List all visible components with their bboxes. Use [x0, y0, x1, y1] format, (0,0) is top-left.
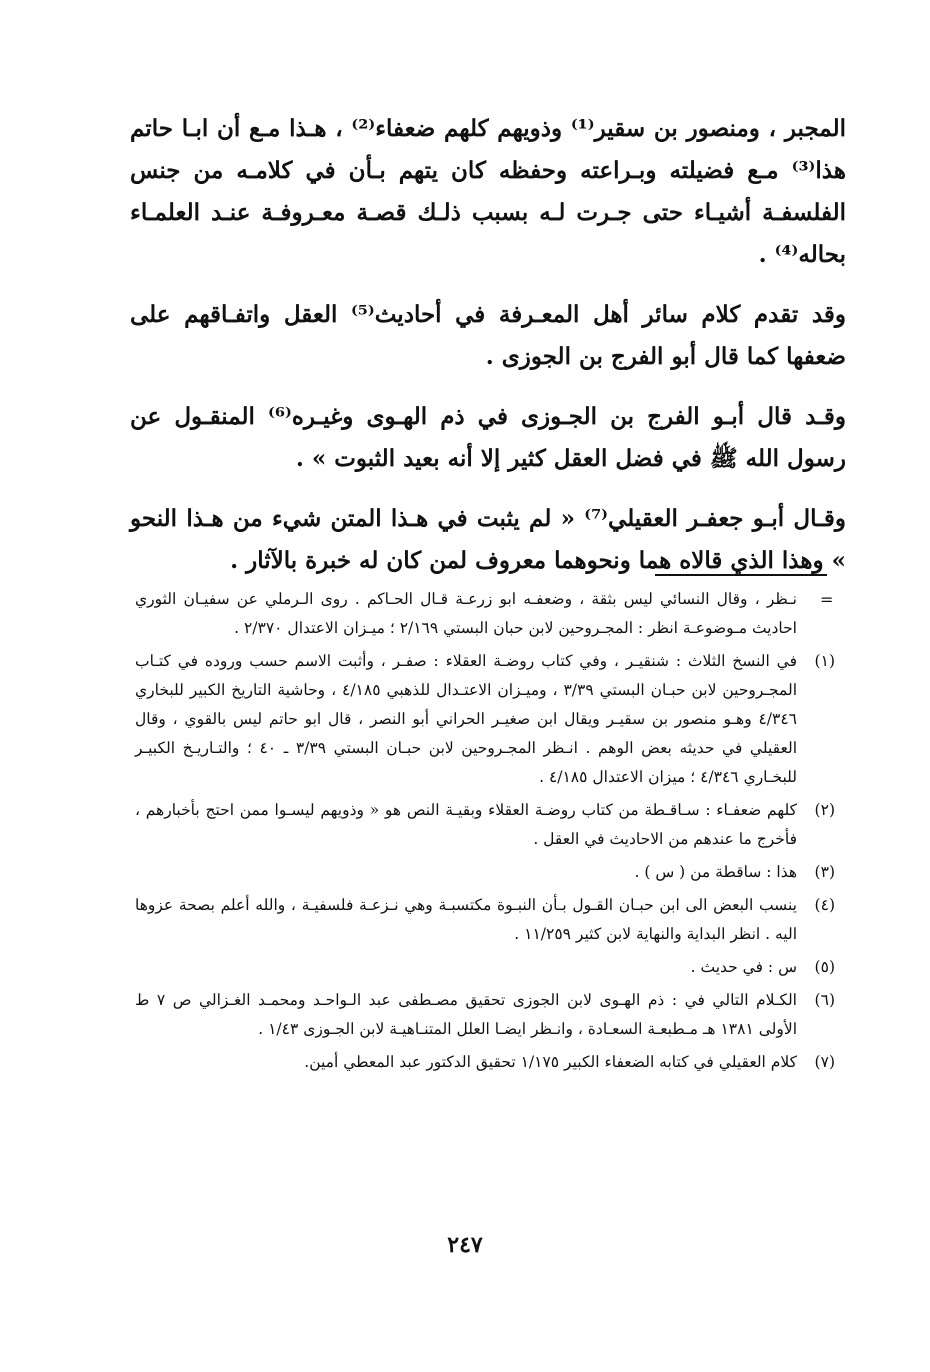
footnote-text: هذا : ساقطة من ( س ) .: [634, 863, 797, 881]
footnote-continuation-marker: =: [820, 590, 834, 609]
footnote-4: [135, 891, 835, 949]
footnote-text: في النسخ الثلاث : شنقيـر ، وفي كتاب روضـة العقلاء : صفـر ، وأثبت الاسم حسب وروده في كتـاب المجـروحين لابن حبـان البستي ٣/٣٩ ، وميـزان الاعتـدال للذهبي ٤/١٨٥ ، وحاشية التاريخ الكبير للبخاري ٤/٣٤٦ وهـو منصور بن سقيـر ويقال ابن صغيـر الحراني أبو النصر ، قال ابو حاتم ليس بالقوي ، وقال العقيلي في حديثه بعض الوهم . انـظر المجـروحين لابن حبـان البستي ٣/٣٩ ـ ٤٠ ؛ والتـاريـخ الكبيـر للبخـاري ٤/٣٤٦ ؛ ميزان الاعتدال ٤/١٨٥ .: [135, 652, 798, 786]
footnote-continuation: [135, 585, 835, 643]
footnote-text: نـظر ، وقال النسائي ليس بثقة ، وضعفـه ابو زرعـة قـال الحـاكم . روى الـرملي عن سفيـان الثوري احاديث مـوضوعـة انظر : المجـروحين لابن حبان البستي ٢/١٦٩ ؛ ميـزان الاعتدال ٢/٣٧٠ .: [135, 590, 797, 637]
footnote-1: [135, 647, 835, 792]
footnote-number: (١): [814, 652, 835, 670]
footnote-number: [797, 585, 835, 643]
footnote-7: [135, 1048, 835, 1077]
footnote-number: (٥): [814, 958, 835, 976]
paragraph-4: وقـال أبـو جعفـر العقيلي⁽⁷⁾ « لم يثبت في هـذا المتن شيء من هـذا النحو » وهذا الذي قالاه هما ونحوهما معروف لمن كان له خبرة بالآثار .: [130, 505, 846, 574]
footnote-number: (٣): [814, 863, 835, 881]
footnote-number: (٢): [814, 801, 835, 819]
footnote-text: كلهم ضعفـاء : سـاقـطة من كتاب روضـة العقلاء وبقيـة النص هو « وذويهم ليسـوا ممن احتج بأخبارهم ، فأخرج ما عندهم من الاحاديث في العقل .: [135, 801, 797, 848]
footnote-number: (٧): [814, 1053, 835, 1071]
footnote-text: الكـلام التالي في : ذم الهـوى لابن الجوزى تحقيق مصـطفى عبد الـواحـد ومحمـد الغـزالي ص ٧ ط الأولى ١٣٨١ هـ مـطبعـة السعـادة ، وانـظر ايضـا العلل المتنـاهيـة لابن الجـوزى ١/٤٣ .: [135, 991, 797, 1038]
footnote-6: [135, 986, 835, 1044]
footnote-separator: [655, 574, 827, 576]
footnote-text: كلام العقيلي في كتابه الضعفاء الكبير ١/١٧٥ تحقيق الدكتور عبد المعطي أمين.: [304, 1053, 797, 1071]
footnote-5: [135, 953, 835, 982]
page-number: ٢٤٧: [447, 1232, 483, 1258]
main-text: [130, 108, 846, 600]
paragraph-2: وقد تقدم كلام سائر أهل المعـرفة في أحاديث⁽⁵⁾ العقل واتفـاقهم على ضعفها كما قال أبو الفرج بن الجوزى .: [130, 301, 846, 370]
footnotes: [135, 585, 835, 1081]
paragraph-1: المجبر ، ومنصور بن سقير⁽¹⁾ وذويهم كلهم ضعفاء⁽²⁾ ، هـذا مـع أن ابـا حاتم هذا⁽³⁾ مـع فضيلته وبـراعته وحفظه كان يتهم بـأن في كلامـه من جنس الفلسفـة أشيـاء حتى جـرت لـه بسبب ذلـك قصـة معـروفـة عنـد العلمـاء بحاله⁽⁴⁾ .: [130, 115, 847, 268]
footnote-text: ينسب البعض الى ابن حبـان القـول بـأن النبـوة مكتسبـة وهي نـزعـة فلسفيـة ، والله أعلم بصحة عزوها اليه . انظر البداية والنهاية لابن كثير ١١/٢٥٩ .: [135, 896, 797, 943]
footnote-number: (٦): [814, 991, 835, 1009]
footnote-3: [135, 858, 835, 887]
footnote-2: [135, 796, 835, 854]
footnote-text: س : في حديث .: [690, 958, 797, 976]
paragraph-3: وقـد قال أبـو الفرج بن الجـوزى في ذم الهـوى وغيـره⁽⁶⁾ المنقـول عن رسول الله ﷺ في فضل العقل كثير إلا أنه بعيد الثبوت » .: [130, 403, 847, 472]
footnote-number: (٤): [814, 896, 835, 914]
